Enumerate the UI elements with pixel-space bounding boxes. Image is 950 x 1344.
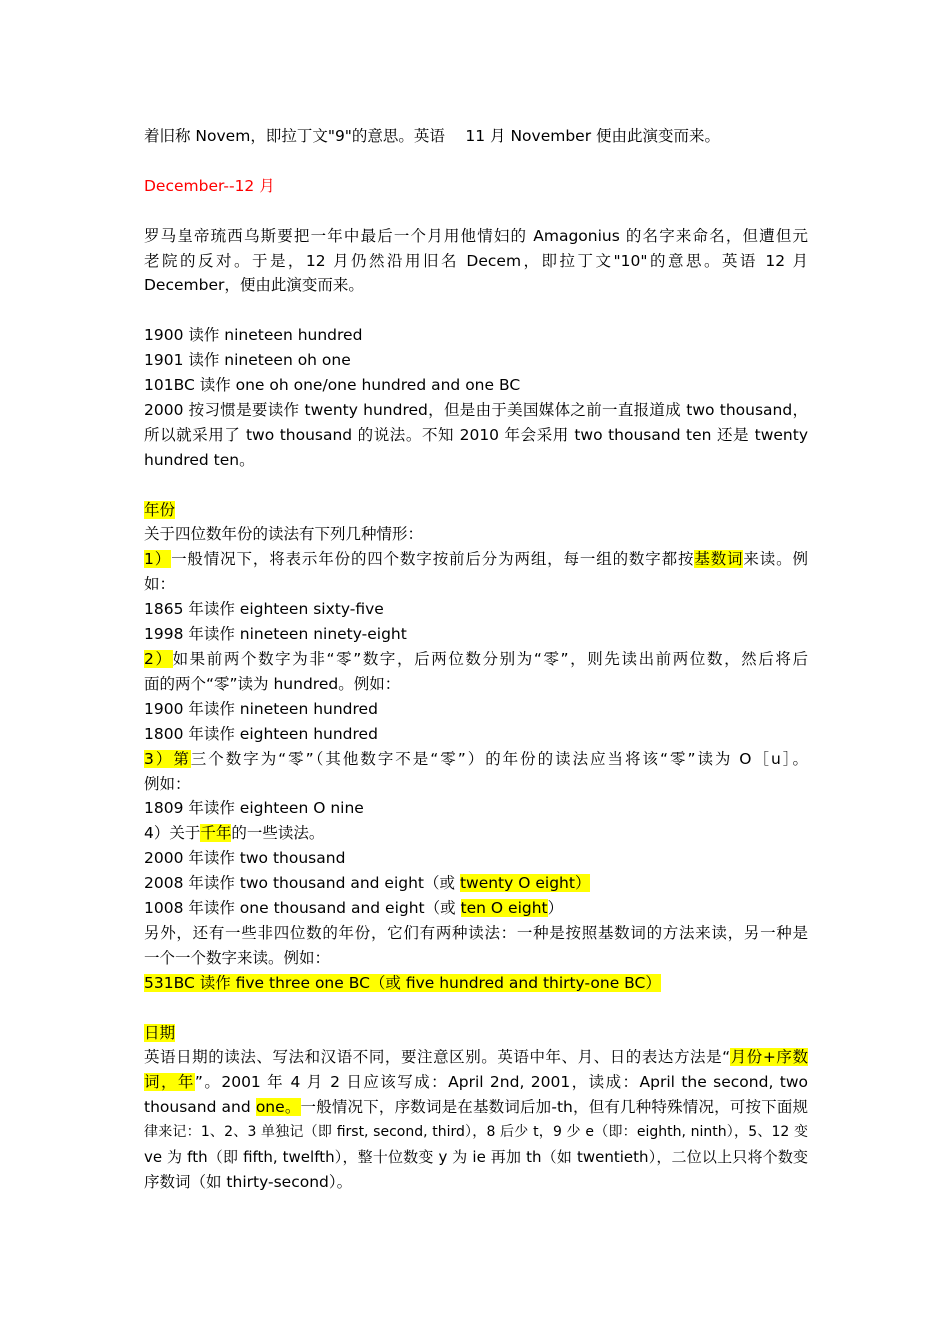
reading-line: 101BC 读作 one oh one/one hundred and one BC [144, 376, 521, 395]
years-rule-2-cont: 面的两个“零”读为 hundred。例如： [144, 674, 401, 693]
document-page [144, 124, 808, 1195]
years-rule-4: 4）关于千年的一些读法。 [144, 824, 325, 843]
year-example-bc: 531BC 读作 five three one BC（或 five hundred and thirty-one BC） [144, 973, 661, 992]
year-example: 1008 年读作 one thousand and eight（或 ten O eight） [144, 899, 564, 918]
reading-line: 所以就采用了 two thousand 的说法。不知 2010 年会采用 two thousand ten 还是 twenty [144, 425, 808, 444]
november-paragraph: 着旧称 Novem，即拉丁文"9"的意思。英语 11 月 November 便由此演变而来。 [144, 127, 720, 145]
years-other: 另外，还有一些非四位数的年份，它们有两种读法：一种是按照基数词的方法来读，另一种是 [144, 923, 808, 942]
years-rule-3: 3）第三个数字为“零”（其他数字不是“零”）的年份的读法应当将该“零”读为 O［u］。 [144, 749, 808, 768]
year-example: 1800 年读作 eighteen hundred [144, 724, 378, 743]
reading-line: hundred ten。 [144, 450, 255, 469]
years-rule-1-cont: 如： [144, 575, 176, 594]
years-rule-2: 2）如果前两个数字为非“零”数字，后两位数分别为“零”，则先读出前两位数，然后将后 [144, 649, 808, 668]
reading-line: 2000 按习惯是要读作 twenty hundred，但是由于美国媒体之前一直报道成 two thousand， [144, 400, 808, 419]
year-example: 1865 年读作 eighteen sixty-five [144, 600, 384, 619]
year-example: 2000 年读作 two thousand [144, 849, 346, 868]
dates-line: thousand and one。一般情况下，序数词是在基数词后加-th，但有几种特殊情况，可按下面规 [144, 1098, 809, 1117]
years-heading: 年份 [144, 500, 176, 519]
year-example: 2008 年读作 two thousand and eight（或 twenty O eight） [144, 874, 591, 893]
year-example: 1998 年读作 nineteen ninety-eight [144, 625, 407, 644]
dates-line: 序数词（如 thirty-second）。 [144, 1172, 353, 1191]
reading-line: 1900 读作 nineteen hundred [144, 326, 363, 345]
dates-line: 词，年”。2001 年 4 月 2 日应该写成：April 2nd, 2001，读成：April the second, two [144, 1073, 808, 1092]
years-intro: 关于四位数年份的读法有下列几种情形： [144, 525, 424, 544]
dates-line: 英语日期的读法、写法和汉语不同，要注意区别。英语中年、月、日的表达方法是“月份+序数 [144, 1048, 808, 1067]
reading-line: 1901 读作 nineteen oh one [144, 351, 351, 370]
years-other: 一个一个数字来读。例如： [144, 948, 331, 967]
december-paragraph-line: 罗马皇帝琉西乌斯要把一年中最后一个月用他情妇的 Amagonius 的名字来命名，但遭但元 [144, 226, 808, 245]
dates-line: ve 为 fth（即 fifth, twelfth），整十位数变 y 为 ie 再加 th（如 twentieth），二位以上只将个数变 [144, 1148, 808, 1167]
year-example: 1900 年读作 nineteen hundred [144, 699, 378, 718]
years-rule-1: 1）一般情况下，将表示年份的四个数字按前后分为两组，每一组的数字都按基数词来读。例 [144, 550, 808, 569]
december-paragraph-line: December，便由此演变而来。 [144, 276, 364, 295]
dates-heading: 日期 [144, 1023, 176, 1042]
years-rule-3-cont: 例如： [144, 774, 191, 793]
year-example: 1809 年读作 eighteen O nine [144, 799, 364, 818]
dates-line: 律来记：1、2、3 单独记（即 first, second, third），8 后少 t，9 少 e（即：eighth, ninth），5、12 变 [144, 1124, 808, 1141]
december-heading: December--12 月 [144, 176, 275, 195]
december-paragraph-line: 老院的反对。于是，12 月仍然沿用旧名 Decem，即拉丁文"10"的意思。英语 12 月 [144, 251, 808, 270]
